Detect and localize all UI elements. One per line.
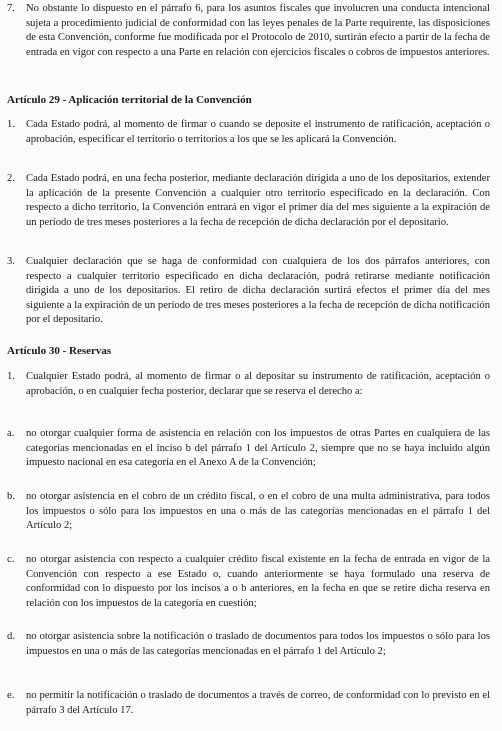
item-number: 3.	[7, 256, 15, 267]
item-label: b.	[7, 491, 15, 502]
paragraph-7	[0, 2, 502, 64]
item-text: no permitir la notificación o traslado de documentos a través de correo, de conformidad con lo previsto en el párrafo 3 del Artículo 17.	[26, 690, 490, 716]
item-number: 1.	[7, 119, 15, 130]
item-number: 1.	[7, 371, 15, 382]
item-number: 2.	[7, 173, 15, 184]
item-text: no otorgar asistencia con respecto a cualquier crédito fiscal existente en la fecha de entrada en vigor de la Convención con respecto a ese Estado o, cuando anteriormente se haya formulado una reserva de conformidad con lo dispuesto por los incisos a o b anteriores, en la fecha en que se retire dicha reserva en relación con los impuestos de la categoría en cuestión;	[26, 554, 490, 609]
item-label: e.	[7, 690, 15, 701]
article-29-heading: Artículo 29 - Aplicación territorial de la Convención	[7, 94, 252, 106]
item-text: no otorgar asistencia en el cobro de un crédito fiscal, o en el cobro de una multa administrativa, para todos los impuestos o sólo para los impuestos en una o más de las categorías mencionadas en el párrafo 1 del Artículo 2;	[26, 491, 490, 532]
item-text: Cada Estado podrá, en una fecha posterior, mediante declaración dirigida a uno de los depositarios, extender la aplicación de la presente Convención a cualquier otro territorio especificado en la declaración. Con respecto a dicho territorio, la Convención entrará en vigor el primer día del mes siguiente a la expiración de un período de tres meses posteriores a la fecha de recepción de dicha declaración por el depositario.	[26, 173, 490, 228]
paragraph-text: No obstante lo dispuesto en el párrafo 6, para los asuntos fiscales que involucren una conducta intencional sujeta a procedimiento judicial de conformidad con las leyes penales de la Parte requirente, las disposiciones de esta Convención, conforme fue modificada por el Protocolo de 2010, surtirán efecto a partir de la fecha de entrada en vigor con respecto a una Parte en relación con ejercicios fiscales o cobros de impuestos anteriores.	[26, 3, 490, 58]
item-text: no otorgar asistencia sobre la notificación o traslado de documentos para todos los impuestos o sólo para los impuestos en una o más de las categorías mencionadas en el párrafo 1 del Artículo 2;	[26, 631, 490, 657]
item-text: Cualquier Estado podrá, al momento de firmar o al depositar su instrumento de ratificación, aceptación o aprobación, o en cualquier fecha posterior, declarar que se reserva el derecho a:	[26, 371, 490, 397]
article-30-heading: Artículo 30 - Reservas	[7, 345, 112, 357]
item-label: a.	[7, 428, 15, 439]
item-text: Cada Estado podrá, al momento de firmar o cuando se deposite el instrumento de ratificación, aceptación o aprobación, especificar el territorio o territorios a los que se les aplicará la Convención.	[26, 119, 490, 145]
item-text: no otorgar cualquier forma de asistencia en relación con los impuestos de otras Partes en cualquiera de las categorías mencionadas en el inciso b del párrafo 1 del Artículo 2, siempre que no se haya incluido algún impuesto nacional en esa categoría en el Anexo A de la Convención;	[26, 428, 490, 469]
item-text: Cualquier declaración que se haga de conformidad con cualquiera de los dos párrafos anteriores, con respecto a cualquier territorio especificado en dicha declaración, podrá retirarse mediante notificación dirigida a uno de los depositarios. El retiro de dicha declaración surtirá efectos el primer día del mes siguiente a la expiración de un período de tres meses posteriores a la fecha de recepción de dicha notificación por el depositario.	[26, 256, 490, 326]
item-label: d.	[7, 631, 15, 642]
item-label: c.	[7, 554, 15, 565]
paragraph-number: 7.	[7, 3, 15, 14]
